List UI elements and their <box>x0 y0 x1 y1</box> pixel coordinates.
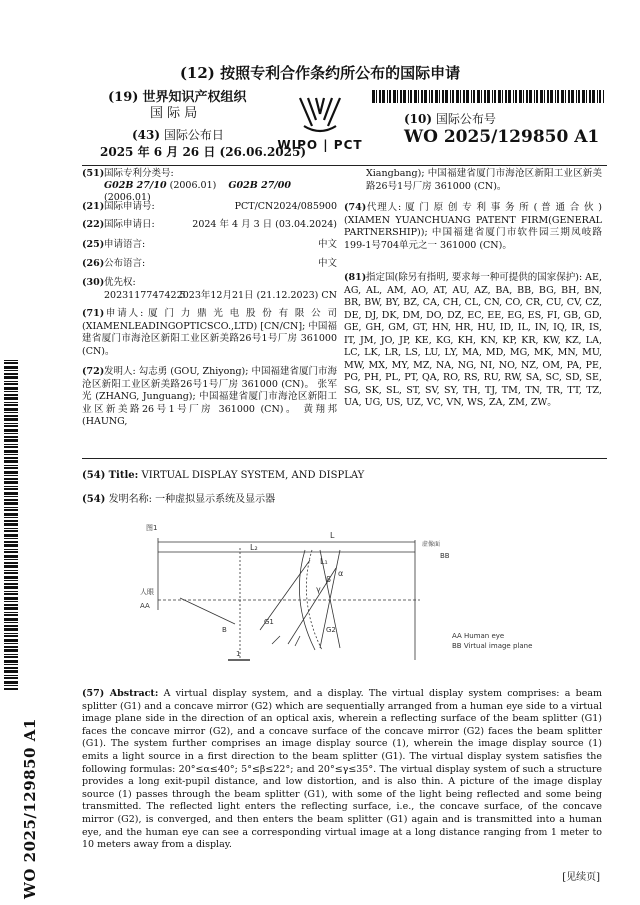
right-bibliographic-column <box>344 168 602 448</box>
pub-number-label: (10) 国际公布号 <box>404 112 496 126</box>
designated-states-block: (81)指定国(除另有指明, 要求每一种可提供的国家保护): AE, AG, AL, AM, AO, AT, AU, AZ, BA, BB, BG, BH, BN, BR, BW, BY, BZ, CA, CH, CL, CN, CO, CR, CU, CV, CZ, DE, DJ, DK, DM, DO, DZ, EC, EE, EG, ES, FI, GB, GD, GE, GH, GM, GT, HN, HR, HU, ID, IL, IN, IQ, IR, IS, IT, JM, JO, JP, KE, KG, KH, KN, KP, KR, KW, KZ, LA, LC, LK, LR, LS, LU, LY, MA, MD, MG, MK, MN, MU, MW, MX, MY, MZ, NA, NG, NI, NO, NZ, OM, PA, PE, PG, PH, PL, PT, QA, RO, RS, RU, RW, SA, SC, SD, SE, SG, SK, SL, ST, SV, SY, TH, TJ, TM, TN, TR, TT, TZ, UA, UG, US, UZ, VC, VN, WS, ZA, ZM, ZW。 <box>344 272 602 408</box>
agent-block: (74)代理人: 厦 门 原 创 专 利 事 务 所 ( 普 通 合 伙 ) (XIAMEN YUANCHUANG PATENT FIRM(GENERAL PARTNERSHIP)); 中国福建省厦门市软件园三期凤岐路199-1号704单元之一 361000 (CN)。 <box>344 202 602 251</box>
angle-alpha: α <box>338 569 344 578</box>
org-bureau: 国 际 局 <box>150 106 198 121</box>
barcode-top-icon <box>372 90 604 103</box>
wipo-logo <box>270 92 370 154</box>
left-bibliographic-column <box>82 168 337 448</box>
label-eye: 人眼 <box>140 588 154 596</box>
side-pub-number: WO 2025/129850 A1 <box>21 718 39 899</box>
angle-beta: β <box>326 575 332 584</box>
dim-L1: L₁ <box>320 557 328 566</box>
header-divider <box>82 165 607 166</box>
priority-number: 202311774742.5 <box>104 290 186 301</box>
label-B: B <box>222 626 227 634</box>
org-name: (19) 世界知识产权组织 <box>108 90 247 105</box>
legend-human-eye: AA Human eye <box>452 632 505 640</box>
inventor-continued: Xiangbang); 中国福建省厦门市海沧区新阳工业区新美路26号1号厂房 361000 (CN)。 <box>366 168 602 192</box>
ipc-values: G02B 27/10 (2006.01) G02B 27/00 (2006.01) <box>104 180 292 203</box>
label-source: 1 <box>236 650 241 658</box>
ipc-label: (51)国际专利分类号: <box>82 168 174 179</box>
pub-number-value: WO 2025/129850 A1 <box>404 127 600 147</box>
label-G2: G2 <box>326 626 336 634</box>
priority-date: 2023年12月21日 (21.12.2023) CN <box>176 290 337 301</box>
pub-date-value: 2025 年 6 月 26 日 (26.06.2025) <box>100 145 307 159</box>
inventor-block: (72)发明人: 勾志勇 (GOU, Zhiyong); 中国福建省厦门市海沧区新阳工业区新美路26号1号厂房 361000 (CN)。 张军光 (ZHANG, Junguang); 中国福建省厦门市海沧区新阳工业区新美路26号1号厂房 361000 (CN)。 黄翔邦 (HAUNG, <box>82 366 337 427</box>
wipo-pct-text: WIPO | PCT <box>277 138 363 152</box>
label-BB: BB <box>440 552 450 560</box>
patent-figure <box>140 520 570 670</box>
label-AA: AA <box>140 602 150 610</box>
title-cn: (54) 发明名称: 一种虚拟显示系统及显示器 <box>82 494 276 505</box>
document-type-heading: (12) 按照专利合作条约所公布的国际申请 <box>179 64 461 82</box>
legend-virtual-plane: BB Virtual image plane <box>452 642 533 650</box>
optical-diagram <box>140 520 570 670</box>
priority-label: (30)优先权: <box>82 277 136 288</box>
label-G1: G1 <box>264 618 274 626</box>
barcode-side-icon <box>4 360 18 690</box>
pub-date-label: (43) 国际公布日 <box>132 128 224 142</box>
applicant-block: (71)申请人: 厦 门 力 鼎 光 电 股 份 有 限 公 司 (XIAMENLEADINGOPTICSCO.,LTD) [CN/CN]; 中国福建省厦门市海沧区新阳工业区新美路26号1号厂房 361000 (CN)。 <box>82 308 337 357</box>
dim-L: L <box>330 531 335 540</box>
pub-language-value: 中文 <box>317 258 337 269</box>
pub-language-label: (26)公布语言: <box>82 258 146 269</box>
dim-L2: L₂ <box>250 543 258 552</box>
filing-date-value: 2024 年 4 月 3 日 (03.04.2024) <box>192 219 337 230</box>
biblio-divider <box>82 458 607 459</box>
title-en: (54) Title: VIRTUAL DISPLAY SYSTEM, AND DISPLAY <box>82 470 365 481</box>
filing-language-label: (25)申请语言: <box>82 239 146 250</box>
app-number-value: PCT/CN2024/085900 <box>234 201 337 212</box>
filing-date-label: (22)国际申请日: <box>82 219 155 230</box>
abstract: (57) Abstract: A virtual display system, and a display. The virtual display system comprises: a beam splitter (G1) and a concave mirror (G2) which are sequentially arranged from a human eye side to a virtual image plane side in the direction of an optical axis, wherein a reflecting surface of the beam splitter (G1) faces the concave mirror (G2), and a concave surface of the concave mirror (G2) faces the beam splitter (G1). The system further comprises an image display source (1), wherein the image display source (1) emits a light source in a first direction to the beam splitter (G1). The virtual display system satisfies the following formulas: 20°≤α≤40°; 5°≤β≤22°; and 20°≤γ≤35°. The virtual display system of such a structure provides a long exit-pupil distance, and low distortion, and is also thin. A picture of the image display source (1) passes through the beam splitter (G1), with some of the light being reflected and some being transmitted. The reflected light enters the reflecting surface, i.e., the concave surface, of the concave mirror (G2), is converged, and then enters the beam splitter (G1) again and is transmitted into a human eye, and the human eye can see a corresponding virtual image at a long distance ranging from 1 meter to 10 meters away from a display. <box>82 688 602 851</box>
label-virtual-plane: 虚像面 <box>422 541 441 548</box>
continued-note: [见续页] <box>562 872 600 883</box>
app-number-label: (21)国际申请号: <box>82 201 155 212</box>
fig-label: 图1 <box>146 524 158 532</box>
filing-language-value: 中文 <box>317 239 337 250</box>
angle-gamma: γ <box>316 585 321 594</box>
